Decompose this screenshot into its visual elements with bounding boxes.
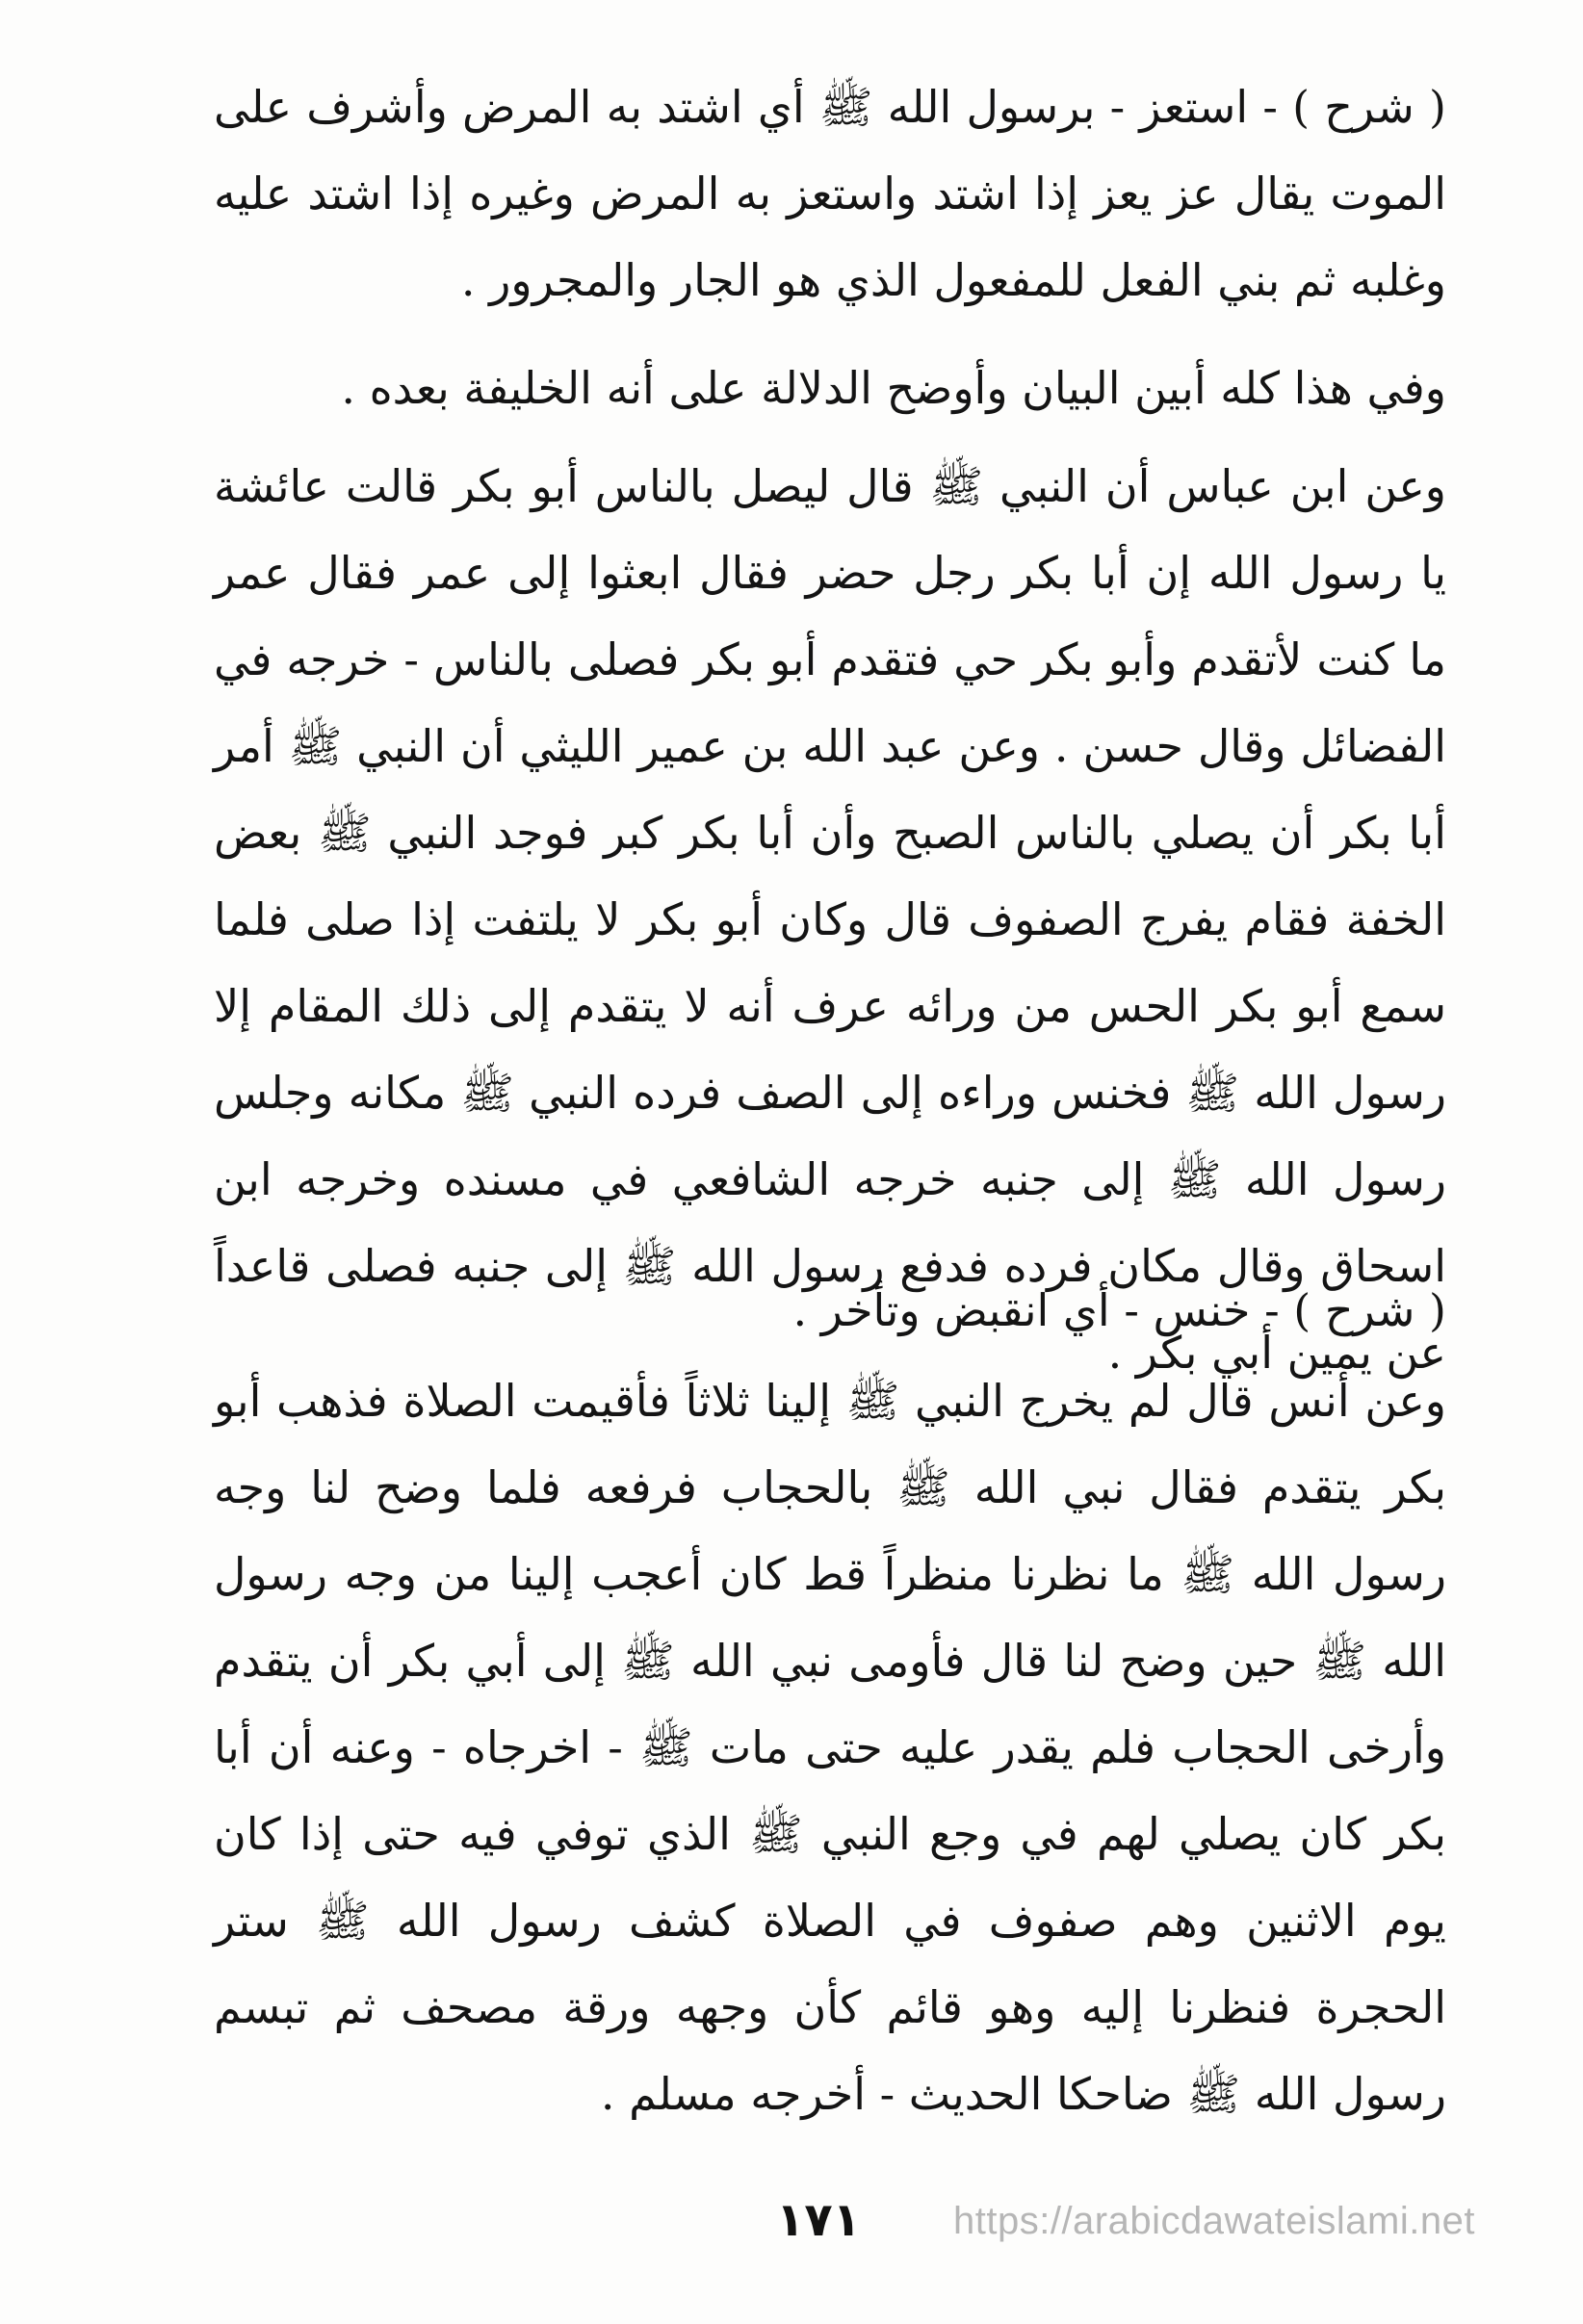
paragraph-text: وفي هذا كله أبين البيان وأوضح الدلالة على أنه الخليفة بعده . [341,362,1446,414]
website-watermark: https://arabicdawateislami.net [953,2200,1475,2242]
page-number: ١٧١ [776,2193,861,2247]
commentary-paragraph-1 [214,64,1446,323]
paragraph-text: وعن أنس قال لم يخرج النبي ﷺ إلينا ثلاثاً فأقيمت الصلاة فذهب أبو بكر يتقدم فقال نبي الله ﷺ بالحجاب فرفعه فلما وضح لنا وجه رسول الله ﷺ ما نظرنا منظراً قط كان أعجب إلينا من وجه رسول الله ﷺ حين وضح لنا قال فأومى نبي الله ﷺ إلى أبي بكر أن يتقدم وأرخى الحجاب فلم يقدر عليه حتى مات ﷺ - اخرجاه - وعنه أن أبا بكر كان يصلي لهم في وجع النبي ﷺ الذي توفي فيه حتى إذا كان يوم الاثنين وهم صفوف في الصلاة كشف رسول الله ﷺ ستر الحجرة فنظرنا إليه وهو قائم كأن وجهه ورقة مصحف ثم تبسم رسول الله ﷺ ضاحكا الحديث - أخرجه مسلم . [214,1375,1446,2120]
paragraph-text: ( شرح ) - خنس - أي انقبض وتأخر . [792,1284,1446,1336]
conclusion-paragraph [214,345,1446,431]
paragraph-text: ( شرح ) - استعز - برسول الله ﷺ أي اشتد به المرض وأشرف على الموت يقال عز يعز إذا اشتد واستعز به المرض وغيره إذا اشتد عليه وغلبه ثم بني الفعل للمفعول الذي هو الجار والمجرور . [214,81,1446,306]
hadith-paragraph-anas [214,1357,1446,2137]
paragraph-text: وعن ابن عباس أن النبي ﷺ قال ليصل بالناس أبو بكر قالت عائشة يا رسول الله إن أبا بكر رجل حضر فقال ابعثوا إلى عمر فقال عمر ما كنت لأتقدم وأبو بكر حي فتقدم أبو بكر فصلى بالناس - خرجه في الفضائل وقال حسن . وعن عبد الله بن عمير الليثي أن النبي ﷺ أمر أبا بكر أن يصلي بالناس الصبح وأن أبا بكر كبر فوجد النبي ﷺ بعض الخفة فقام يفرج الصفوف قال وكان أبو بكر لا يلتفت إذا صلى فلما سمع أبو بكر الحس من ورائه عرف أنه لا يتقدم إلى ذلك المقام إلا رسول الله ﷺ فخنس وراءه إلى الصف فرده النبي ﷺ مكانه وجلس رسول الله ﷺ إلى جنبه خرجه الشافعي في مسنده وخرجه ابن اسحاق وقال مكان فرده فدفع رسول الله ﷺ إلى جنبه فصلى قاعداً عن يمين أبي بكر . [214,460,1446,1379]
commentary-paragraph-2 [214,1267,1446,1354]
hadith-paragraph-ibn-abbas [214,443,1446,1396]
